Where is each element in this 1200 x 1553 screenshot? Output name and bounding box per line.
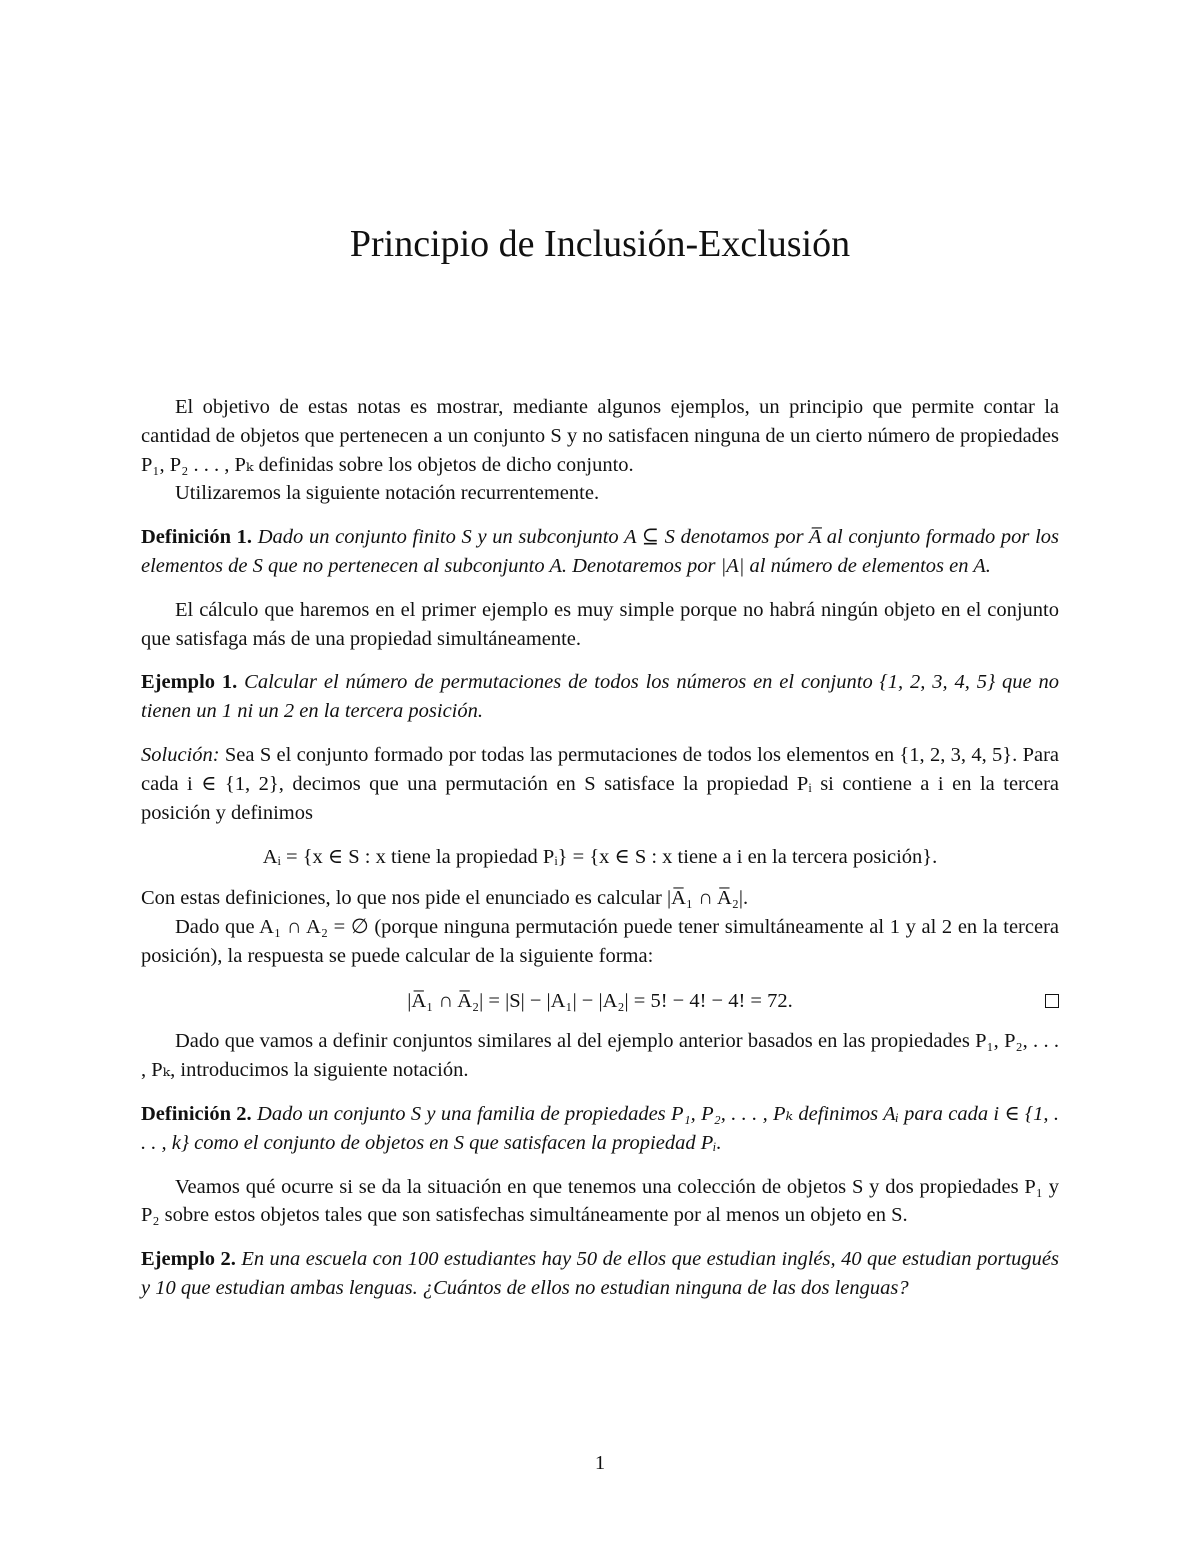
example-2-label: Ejemplo 2. bbox=[141, 1248, 236, 1271]
definition-2 bbox=[141, 1100, 1059, 1158]
definition-2-text: Dado un conjunto S y una familia de propiedades P₁, P₂, . . . , Pₖ definimos Aᵢ para cada i ∈ {1, . . . , k} como el conjunto de objetos en S que satisfacen la propiedad Pᵢ. bbox=[141, 1102, 1060, 1154]
example-1 bbox=[141, 668, 1059, 726]
disjoint-paragraph: Dado que A₁ ∩ A₂ = ∅ (porque ninguna permutación puede tener simultáneamente al 1 y al 2 en la tercera posición), la respuesta se puede calcular de la siguiente forma: bbox=[141, 915, 1059, 967]
definition-1 bbox=[141, 523, 1059, 581]
notation-intro-paragraph: Dado que vamos a definir conjuntos similares al del ejemplo anterior basados en las propiedades P₁, P₂, . . . , Pₖ, introducimos la siguiente notación. bbox=[141, 1030, 1059, 1082]
document-title: Principio de Inclusión-Exclusión bbox=[349, 223, 851, 265]
solution-label: Solución: bbox=[141, 743, 220, 766]
equation-sets-ai: Aᵢ = {x ∈ S : x tiene la propiedad Pᵢ} = {x ∈ S : x tiene a i en la tercera posición}. bbox=[262, 846, 938, 869]
definition-2-label: Definición 2. bbox=[141, 1102, 252, 1125]
qed-square-icon bbox=[1045, 994, 1059, 1008]
intro-paragraph: El objetivo de estas notas es mostrar, mediante algunos ejemplos, un principio que permite contar la cantidad de objetos que pertenecen a un conjunto S y no satisfacen ninguna de un cierto número de propiedades P₁, P₂ . . . , Pₖ definidas sobre los objetos de dicho conjunto. bbox=[141, 396, 1059, 476]
example-2-text: En una escuela con 100 estudiantes hay 50 de ellos que estudian inglés, 40 que estudian portugués y 10 que estudian ambas lenguas. ¿Cuántos de ellos no estudian ninguna de las dos lenguas? bbox=[141, 1248, 1059, 1299]
definition-1-text: Dado un conjunto finito S y un subconjunto A ⊆ S denotamos por A̅ al conjunto formado por los elementos de S que no pertenecen al subconjunto A. Denotaremos por |A| al número de elementos en A. bbox=[141, 526, 1059, 577]
page-number: 1 bbox=[594, 1452, 606, 1474]
example-1-text: Calcular el número de permutaciones de todos los números en el conjunto {1, 2, 3, 4, 5} que no tienen un 1 ni un 2 en la tercera posición. bbox=[141, 671, 1059, 723]
solution-text: Sea S el conjunto formado por todas las permutaciones de todos los elementos en {1, 2, 3, 4, 5}. Para cada i ∈ {1, 2}, decimos que una permutación en S satisface la propiedad Pᵢ si contiene a i en la tercera posición y definimos bbox=[141, 743, 1060, 824]
equation-result-text: |A̅₁ ∩ A̅₂| = |S| − |A₁| − |A₂| = 5! − 4! − 4! = 72. bbox=[407, 989, 793, 1012]
two-properties-paragraph: Veamos qué ocurre si se da la situación en que tenemos una colección de objetos S y dos propiedades P₁ y P₂ sobre estos objetos tales que son satisfechas simultáneamente por al menos un objeto en S. bbox=[141, 1175, 1059, 1227]
definition-1-label: Definición 1. bbox=[141, 526, 253, 549]
document-body bbox=[141, 393, 1059, 1303]
example-2 bbox=[141, 1245, 1059, 1303]
definitions-paragraph: Con estas definiciones, lo que nos pide el enunciado es calcular |A̅₁ ∩ A̅₂|. bbox=[141, 887, 749, 910]
first-example-intro: El cálculo que haremos en el primer ejemplo es muy simple porque no habrá ningún objeto en el conjunto que satisfaga más de una propiedad simultáneamente. bbox=[141, 598, 1059, 650]
solution-paragraph bbox=[141, 741, 1059, 827]
example-1-label: Ejemplo 1. bbox=[141, 671, 238, 694]
equation-result bbox=[141, 987, 1059, 1016]
notation-paragraph: Utilizaremos la siguiente notación recurrentemente. bbox=[175, 482, 600, 505]
